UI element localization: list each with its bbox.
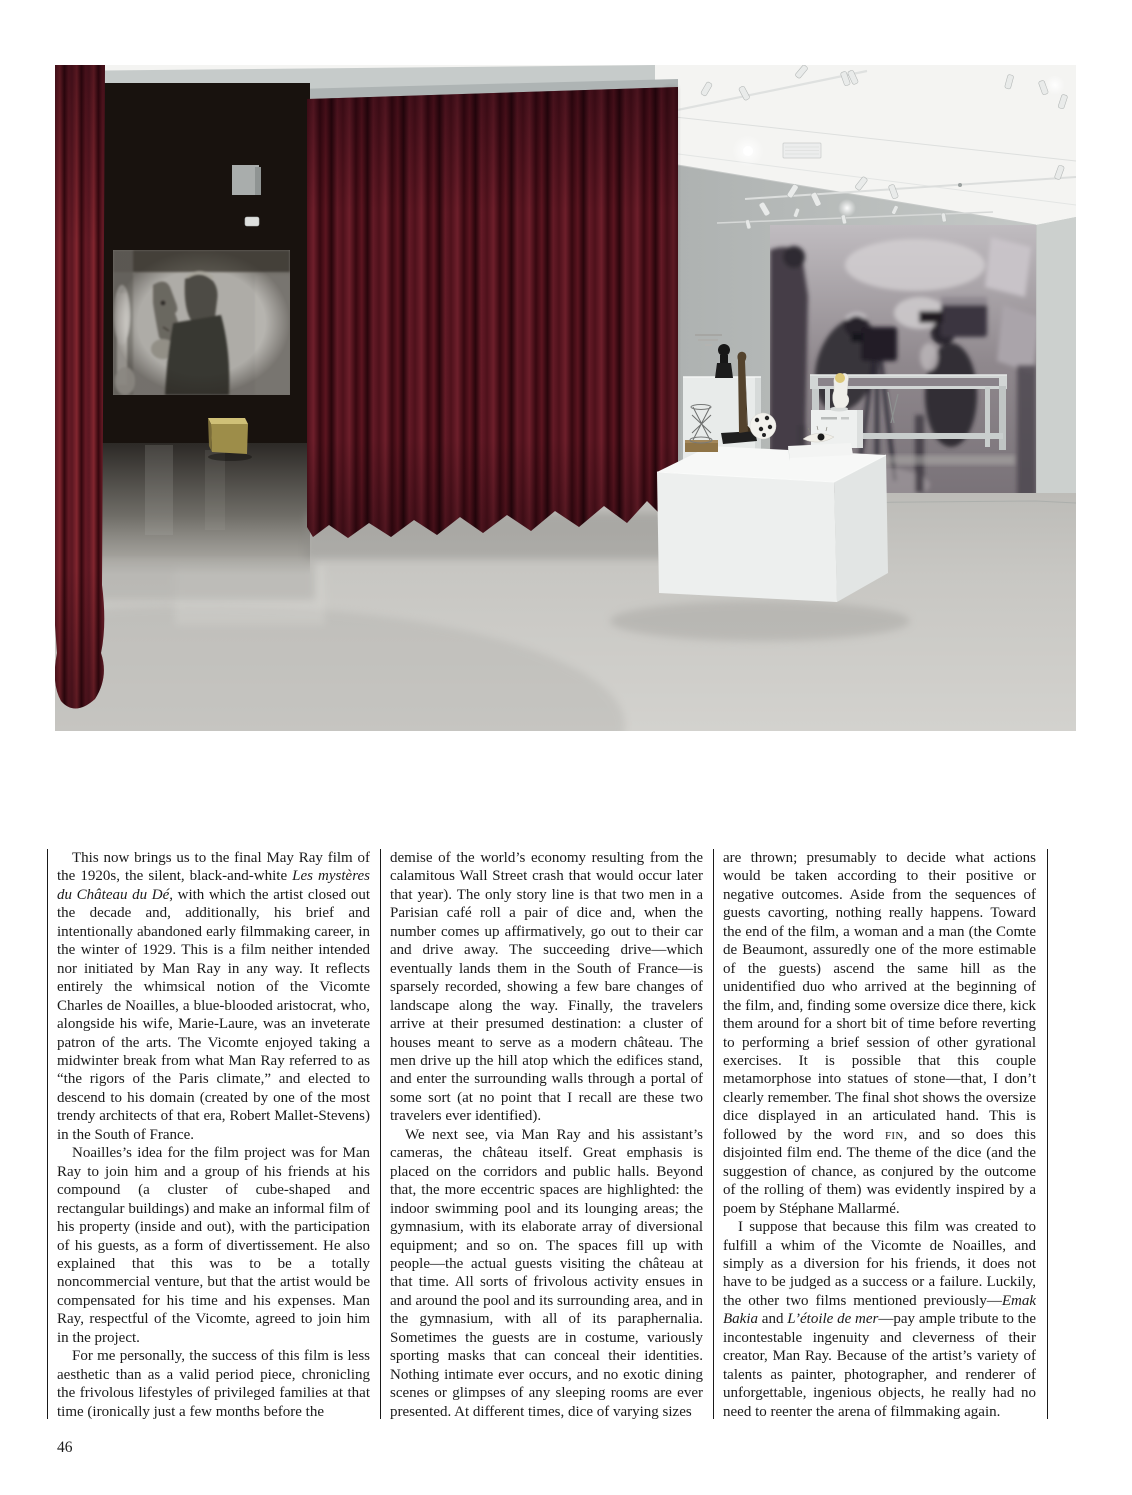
film-projection-screen: [113, 250, 290, 395]
page-number: 46: [57, 1439, 73, 1456]
article-body: [57, 849, 1037, 1421]
spotted-ball-sculpture: [750, 413, 776, 439]
display-plinth: [657, 446, 888, 602]
paragraph: For me personally, the success of this film is less aesthetic than as a valid period piece, chronicling the frivolous lifestyles of privileged families at that time (ironically just a few months before the: [57, 1348, 370, 1420]
paragraph: This now brings us to the final May Ray film of the 1920s, the silent, black-and-white Les mystères du Château du Dé, with which the artist closed out the decade and, additionally, his brief and intentionally abandoned early filmmaking career, in the winter of 1929. This is a film neither intended nor initiated by Man Ray in any way. It reflects entirely the whimsical notion of the Vicomte Charles de Noailles, a blue-blooded aristocrat, who, alongside his wife, Marie-Laure, was an inveterate patron of the arts. The Vicomte enjoyed taking a midwinter break from what Man Ray referred to as “the rigors of the Paris climate,” and elected to descend to his domain (created by one of the most trendy architects of that era, Robert Mallet-Stevens) in the South of France.: [57, 850, 370, 1143]
paragraph: We next see, via Man Ray and his assistant’s cameras, the château itself. Great emphasis is placed on the corridors and public halls. Beyond that, the more eccentric spaces are highlighted: the indoor swimming pool and its lounging areas; the gymnasium, with its elaborate array of diversional equipment; and so on. The spaces fill up with people—the actual guests visiting the château at that time. All sorts of frivolous activity ensues in and around the pool and its surrounding area, and in the gymnasium, with all of its paraphernalia. Sometimes the guests are in costume, variously sporting masks that can conceal their identities. Nothing intimate ever occurs, and no exotic dining scenes or glimpses of any sleeping rooms are ever presented. At different times, dice of varying sizes: [390, 1126, 703, 1420]
paragraph: Noailles’s idea for the film project was for Man Ray to join him and a group of his friends at his compound (a cluster of cube-shaped and rectangular buildings) and make an informal film of his property (inside and out), with the participation of his guests, as a form of divertissement. He also explained that this was to be a totally noncommercial venture, but that the artist would be compensated for his time and his expenses. Man Ray, respectful of the Vicomte, agreed to join him in the project.: [57, 1145, 370, 1346]
text-column-2: [390, 849, 703, 1421]
red-curtain-left: [55, 65, 105, 709]
ceiling-vent: [783, 143, 821, 158]
gallery-photo-illustration: [55, 65, 1076, 731]
paragraph: demise of the world’s economy resulting from the calamitous Wall Street crash that would occur later that year). The only story line is that two men in a Parisian café roll a pair of dice and, when the number comes up affirmatively, go out to their car and drive away. The succeeding drive—which eventually lands them in the South of France—is sparsely recorded, showing a few bare changes of landscape along the way. Finally, the travelers arrive at their presumed destination: a cluster of houses meant to serve as a modern château. The men drive up the hill atop which the edifices stand, and enter the surrounding walls through a portal of some sort (at no point that I recall are these two travelers ever identified).: [390, 850, 703, 1125]
column-rule-left: [47, 849, 48, 1419]
yellow-bench: [208, 418, 252, 461]
paragraph: are thrown; presumably to decide what actions would be taken according to their positive or negative outcomes. Aside from the sequences of guests cavorting, nothing really happens. Toward the end of the film, a woman and a man (the Comte de Beaumont, assuredly one of the more estimable of the guests) ascend the same hill as the unidentified duo who arrived at the beginning of the film, and, finding some oversize dice there, kick them around for a short bit of time before reverting to performing a brief session of other gyrational exercises. It is possible that this couple metamorphose into statues of stone—that, I don’t clearly remember. The final shot shows the oversize dice displayed in an articulated hand. This is followed by the word fin, and so does this disjointed film end. The theme of the dice (and the suggestion of chance, as conjured by the outcome of the rolling of them) was evidently inspired by a poem by Stéphane Mallarmé.: [723, 850, 1036, 1217]
column-rule-right: [1047, 849, 1048, 1419]
paragraph: I suppose that because this film was created to fulfill a whim of the Vicomte de Noailles, and simply as a diversion for his friends, it does not have to be judged as a success or a failure. Luckily, the other two films mentioned previously—Emak Bakia and L’étoile de mer—pay ample tribute to the incontestable ingenuity and cleverness of their creator, Man Ray. Because of the artist’s variety of talents as painter, photographer, and renderer of unforgettable, ingenious objects, he really had no need to reenter the arena of filmmaking again.: [723, 1219, 1036, 1420]
projection-room: [100, 83, 310, 575]
text-column-3: [723, 849, 1036, 1421]
red-curtain-main: [307, 87, 678, 538]
text-column-1: [57, 849, 370, 1421]
gallery-installation-photo: [55, 65, 1076, 731]
